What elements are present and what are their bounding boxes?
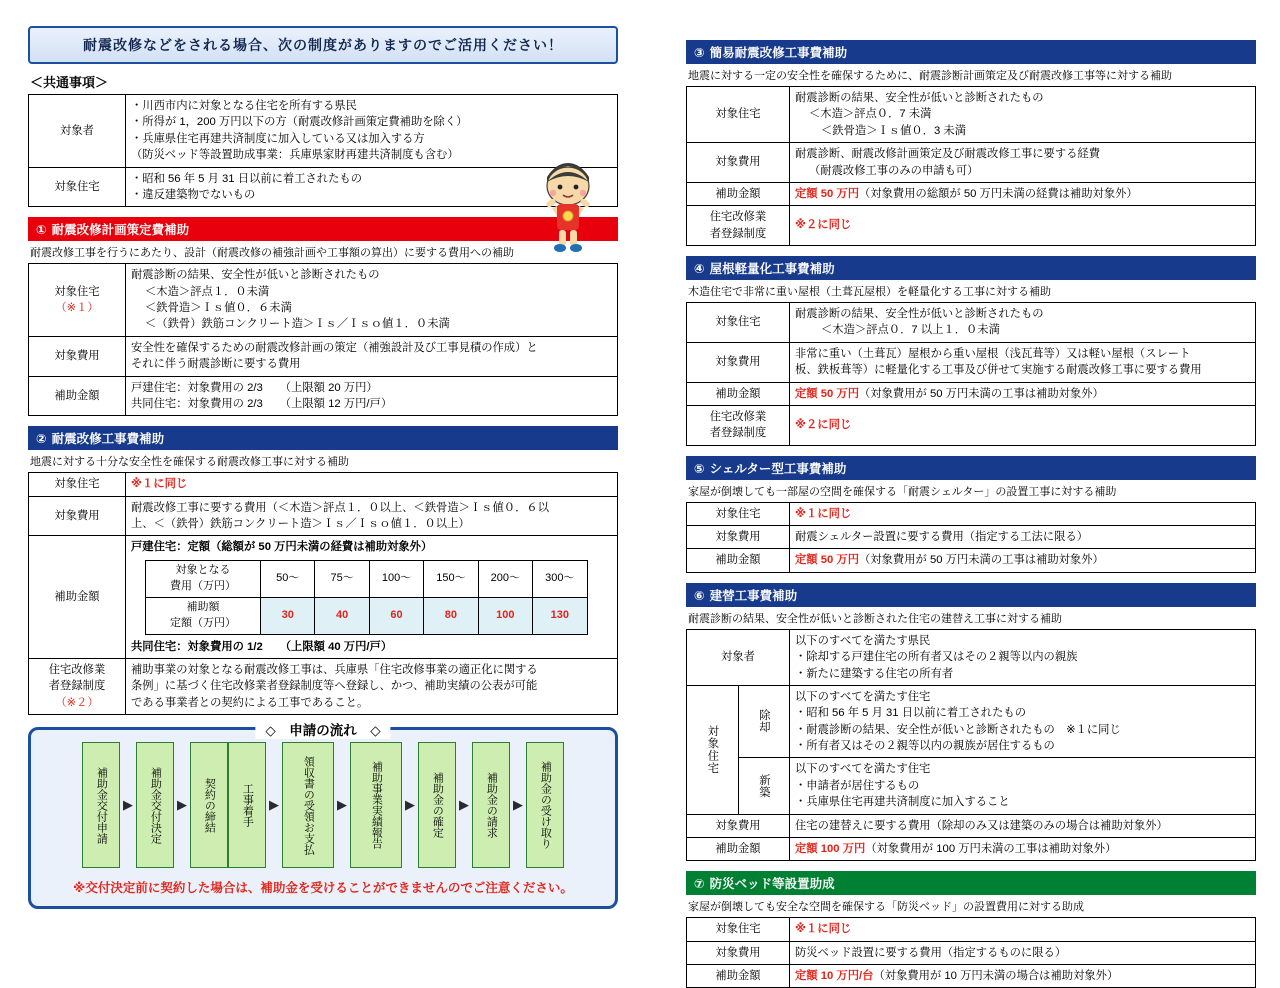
row-header: 住宅改修業 者登録制度 xyxy=(687,206,790,246)
flow-steps xyxy=(41,742,605,868)
row-header: 対象費用 xyxy=(687,342,790,382)
row-header: 対象費用 xyxy=(687,143,790,183)
table-row xyxy=(687,685,1256,758)
flow-step: 補助金の受け取り xyxy=(526,742,564,868)
section-7-description: 家屋が倒壊しても安全な空間を確保する「防災ベッド」の設置費用に対する助成 xyxy=(688,901,1084,914)
row-header: 対象住宅 （※１） xyxy=(29,264,126,337)
table-row xyxy=(29,496,618,536)
text-line: 安全性を確保するための耐震改修計画の策定（補強設計及び工事見積の作成）と xyxy=(131,341,538,354)
text-line: 補助事業の対象となる耐震改修工事は、兵庫県「住宅改修事業の適正化に関する xyxy=(131,663,538,676)
flow-step: 工事着手 xyxy=(228,742,266,868)
table-row xyxy=(687,206,1256,246)
table-row xyxy=(687,342,1256,382)
cell: 30 xyxy=(261,597,315,634)
text-line: ・兵庫県住宅再建共済制度に加入すること xyxy=(795,796,1010,809)
row-value xyxy=(790,382,1256,405)
flow-step: 領収書の受領お支払 xyxy=(282,742,334,868)
row-value: 防災ベッド設置に要する費用（指定するものに限る） xyxy=(790,941,1256,964)
table-row xyxy=(29,658,618,714)
application-flow-box xyxy=(28,723,618,909)
text-line: 非常に重い（土葺瓦）屋根から重い屋根（浅瓦葺等）又は軽い屋根（スレート xyxy=(795,347,1191,360)
text-line: ・昭和 56 年 5 月 31 日以前に着工されたもの xyxy=(795,707,1026,720)
text-line: 耐震診断の結果、安全性が低いと診断されたもの xyxy=(795,308,1044,320)
amount-value: 定額 100 万円 xyxy=(795,842,866,855)
row-value xyxy=(790,182,1256,205)
cell: 50～ xyxy=(261,560,315,597)
row-header: 補助金額 xyxy=(687,549,790,572)
section-title: 簡易耐震改修工事費補助 xyxy=(709,46,848,60)
row-value xyxy=(126,658,618,714)
row-header: 対象費用 xyxy=(29,336,126,376)
flow-step: 補助金の請求 xyxy=(472,742,510,868)
amount-note: （対象費用が 50 万円未満の工事は補助対象外） xyxy=(859,554,1104,567)
row-value xyxy=(790,685,1256,758)
row-value: ※１に同じ xyxy=(790,502,1256,525)
cell: 130 xyxy=(533,597,587,634)
right-column xyxy=(686,40,1256,988)
section-3-description: 地震に対する一定の安全性を確保するために、耐震診断計画策定及び耐震改修工事等に対する補助 xyxy=(688,70,1172,82)
flow-step: 補助金交付決定 xyxy=(136,742,174,868)
text-line: ・違反建築物でないもの xyxy=(131,188,256,201)
row-header-vertical xyxy=(687,685,739,814)
cell: 100 xyxy=(478,597,532,634)
text-line: 戸建住宅：対象費用の 2/3 （上限額 20 万円） xyxy=(131,381,378,394)
arrow-icon: ▶ xyxy=(459,797,469,812)
row-value xyxy=(126,264,618,337)
table-row xyxy=(687,87,1256,143)
cell: 300～ xyxy=(533,560,587,597)
cell: 80 xyxy=(424,597,478,634)
vertical-label: 新築 xyxy=(757,773,770,799)
row-value: 住宅の建替えに要する費用（除却のみ又は建築のみの場合は補助対象外） xyxy=(790,814,1256,837)
text-line: ＜鉄骨造＞Ｉｓ値０．６未満 xyxy=(145,302,292,314)
table-row xyxy=(29,536,618,659)
row-header: 住宅改修業 者登録制度 xyxy=(687,405,790,445)
arrow-icon: ▶ xyxy=(513,797,523,812)
arrow-icon: ▶ xyxy=(177,797,187,812)
section-2-heading xyxy=(28,426,618,450)
cell: 150～ xyxy=(424,560,478,597)
section-title: 建替工事費補助 xyxy=(709,588,798,603)
row-subheader-vertical xyxy=(738,685,790,758)
row-value xyxy=(790,837,1256,860)
row-value: 耐震シェルター設置に要する費用（指定する工法に限る） xyxy=(790,526,1256,549)
table-row xyxy=(687,814,1256,837)
section-6-table xyxy=(686,629,1256,862)
section-4-heading xyxy=(686,256,1256,280)
row-value xyxy=(126,336,618,376)
section-number: ③ xyxy=(694,46,705,60)
text-line: ＜木造＞評点０．7 以上１．０未満 xyxy=(821,324,1000,337)
row-value: ※１に同じ xyxy=(790,918,1256,941)
section-3-table xyxy=(686,86,1256,246)
row-header: 住宅改修業 者登録制度 （※２） xyxy=(29,658,126,714)
row-header: 補助金額 xyxy=(687,382,790,405)
cell: 40 xyxy=(315,597,369,634)
row-header: 対象費用 xyxy=(687,814,790,837)
row-header: 補助金額 xyxy=(29,376,126,416)
amount-note: （対象費用が 10 万円未満の場合は補助対象外） xyxy=(873,970,1119,982)
table-row xyxy=(687,502,1256,525)
text-line: ＜木造＞評点０．7 未満 xyxy=(809,108,932,121)
row-value xyxy=(126,95,618,168)
row-value xyxy=(790,549,1256,572)
vertical-label: 対象住宅 xyxy=(706,725,719,775)
section-number: ④ xyxy=(694,262,705,276)
amount-note: （対象費用が 50 万円未満の工事は補助対象外） xyxy=(859,387,1104,400)
text-line: 耐震診断の結果、安全性が低いと診断されたもの xyxy=(795,92,1044,104)
text-line xyxy=(795,722,1250,738)
text-line: 以下のすべてを満たす住宅 xyxy=(795,763,931,776)
table-row xyxy=(687,837,1256,860)
section-number: ⑦ xyxy=(694,877,705,892)
row-header: 対象となる 費用（万円） xyxy=(146,560,261,597)
section-5-table xyxy=(686,502,1256,573)
table-row xyxy=(687,143,1256,183)
row-header: 対象住宅 xyxy=(687,502,790,525)
flow-step: 補助金交付申請 xyxy=(82,742,120,868)
row-header: 対象者 xyxy=(687,629,790,685)
table-row xyxy=(687,182,1256,205)
flow-title: ◇ 申請の流れ ◇ xyxy=(255,719,390,739)
row-header: 補助金額 xyxy=(687,965,790,988)
row-value xyxy=(126,376,618,416)
row-header: 補助額 定額（万円） xyxy=(146,597,261,634)
flow-step: 契約の締結 xyxy=(190,742,228,868)
text-line: ・昭和 56 年 5 月 31 日以前に着工されたもの xyxy=(131,172,362,185)
table-row xyxy=(687,405,1256,445)
text-line: 以下のすべてを満たす県民 xyxy=(795,634,931,647)
text-line: それに伴う耐震診断に要する費用 xyxy=(131,358,301,371)
table-row xyxy=(687,303,1256,343)
text-line: ・川西市内に対象となる住宅を所有する県民 xyxy=(131,100,357,112)
section-6-description: 耐震診断の結果、安全性が低いと診断された住宅の建替え工事に対する補助 xyxy=(688,612,1062,625)
amount-note: （対象費用の総額が 50 万円未満の経費は補助対象外） xyxy=(859,187,1138,200)
flow-step: 補助金の確定 xyxy=(418,742,456,868)
text-line: ・所得が 1，200 万円以下の方（耐震改修計画策定費補助を除く） xyxy=(131,116,468,129)
section-title: 防災ベッド等設置助成 xyxy=(709,877,835,892)
text-line: 以下のすべてを満たす住宅 xyxy=(795,690,931,703)
row-header: 対象費用 xyxy=(29,496,126,536)
text-line: ・新たに建築する住宅の所有者 xyxy=(795,667,954,680)
table-row xyxy=(146,597,588,634)
text-line: ＜木造＞評点１．０未満 xyxy=(145,285,270,298)
row-header: 対象者 xyxy=(29,95,126,168)
row-header: 対象住宅 xyxy=(687,87,790,143)
flow-note: ※交付決定前に契約した場合は、補助金を受けることができませんのでご注意ください。 xyxy=(73,881,573,895)
row-value: ※２に同じ xyxy=(790,405,1256,445)
amount-value: 定額 50 万円 xyxy=(795,387,860,400)
text-line: （耐震改修工事のみの申請も可） xyxy=(809,164,979,177)
text-line: 耐震診断の結果、安全性が低いと診断されたもの xyxy=(131,269,380,282)
text-line: ＜鉄骨造＞Ｉｓ値０．3 未満 xyxy=(821,124,966,137)
table-row xyxy=(687,526,1256,549)
arrow-icon: ▶ xyxy=(337,797,347,812)
text-line: 耐震診断、耐震改修計画策定及び耐震改修工事に要する経費 xyxy=(795,148,1101,161)
text-line: ・兵庫県住宅再建共済制度に加入している又は加入する方 xyxy=(131,132,425,145)
row-value xyxy=(790,87,1256,143)
section-number: ⑤ xyxy=(694,461,705,476)
amount-value: 定額 10 万円/台 xyxy=(795,970,874,982)
section-number: ② xyxy=(36,432,47,447)
cell: 200～ xyxy=(478,560,532,597)
text-line: ・申請者が居住するもの xyxy=(795,779,920,792)
row-header: 補助金額 xyxy=(29,536,126,659)
table-row xyxy=(29,264,618,337)
section-2-table xyxy=(28,472,618,715)
text-line: （防災ベッド等設置助成事業：兵庫県家財再建共済制度も含む） xyxy=(131,149,459,162)
section-title: 耐震改修工事費補助 xyxy=(51,432,165,447)
table-row xyxy=(146,560,588,597)
cell: 60 xyxy=(369,597,423,634)
row-value xyxy=(790,342,1256,382)
text-span: ・耐震診断の結果、安全性が低いと診断されたもの ※１に同じ xyxy=(795,723,1121,736)
text-line: 条例」に基づく住宅改修業者登録制度等へ登録し、かつ、補助実績の公表が可能 xyxy=(131,680,538,693)
section-5-description: 家屋が倒壊しても一部屋の空間を確保する「耐震シェルター」の設置工事に対する補助 xyxy=(688,485,1117,498)
table-row xyxy=(687,965,1256,988)
table-row xyxy=(29,473,618,496)
text-line: 板、鉄板葺等）に軽量化する工事及び併せて実施する耐震改修工事に要する費用 xyxy=(795,364,1202,377)
section-number: ⑥ xyxy=(694,588,705,603)
amount-value: 定額 50 万円 xyxy=(795,554,860,567)
table-row xyxy=(29,95,618,168)
arrow-icon: ▶ xyxy=(269,797,279,812)
section-4-description: 木造住宅で非常に重い屋根（土葺瓦屋根）を軽量化する工事に対する補助 xyxy=(688,286,1051,298)
section-5-heading xyxy=(686,456,1256,480)
vertical-label: 除却 xyxy=(757,709,770,734)
table-row xyxy=(687,941,1256,964)
section-7-table xyxy=(686,917,1256,988)
text-line: ・除却する戸建住宅の所有者又はその２親等以内の親族 xyxy=(795,651,1078,664)
row-subheader-vertical xyxy=(738,758,790,814)
common-section-title: ＜共通事項＞ xyxy=(30,75,109,90)
section-2-description: 地震に対する十分な安全性を確保する耐震改修工事に対する補助 xyxy=(30,456,349,469)
arrow-icon: ▶ xyxy=(405,797,415,812)
row-value: ※１に同じ xyxy=(126,473,618,496)
section-7-heading xyxy=(686,871,1256,895)
row-value xyxy=(790,143,1256,183)
table-row xyxy=(687,758,1256,814)
page-banner: 耐震改修などをされる場合、次の制度がありますのでご活用ください！ xyxy=(28,26,618,64)
section-title: 耐震改修計画策定費補助 xyxy=(51,223,190,238)
row-header: 対象費用 xyxy=(687,941,790,964)
row-header: 補助金額 xyxy=(687,182,790,205)
row-value: ※２に同じ xyxy=(790,206,1256,246)
row-value xyxy=(126,496,618,536)
row-value xyxy=(790,629,1256,685)
arrow-icon: ▶ xyxy=(123,797,133,812)
row-value xyxy=(126,536,618,659)
text-line: 戸建住宅：定額（総額が 50 万円未満の経費は補助対象外） xyxy=(131,541,433,554)
row-value xyxy=(790,758,1256,814)
row-header: 対象住宅 xyxy=(29,167,126,207)
row-header: 補助金額 xyxy=(687,837,790,860)
text-line: ＜（鉄骨）鉄筋コンクリート造＞Ｉｓ／Ｉｓｏ値１．０未満 xyxy=(145,318,450,331)
text-line: 上、＜（鉄骨）鉄筋コンクリート造＞Ｉｓ／Ｉｓｏ値１．０以上） xyxy=(131,518,470,530)
section-title: 屋根軽量化工事費補助 xyxy=(709,262,835,276)
section-1-description: 耐震改修工事を行うにあたり、設計（耐震改修の補強計画や工事額の算出）に要する費用への補助 xyxy=(30,247,514,260)
row-header: 対象費用 xyxy=(687,526,790,549)
cell: 100～ xyxy=(369,560,423,597)
row-value xyxy=(790,965,1256,988)
row-header: 対象住宅 xyxy=(687,303,790,343)
table-row xyxy=(687,918,1256,941)
table-row xyxy=(687,629,1256,685)
row-header: 対象住宅 xyxy=(29,473,126,496)
section-number: ① xyxy=(36,223,47,238)
table-row xyxy=(687,549,1256,572)
left-column xyxy=(28,26,618,909)
table-row xyxy=(29,376,618,416)
text-line: である事業者との契約による工事であること。 xyxy=(131,696,369,709)
row-header: 対象住宅 xyxy=(687,918,790,941)
section-1-table xyxy=(28,263,618,416)
section-3-heading xyxy=(686,40,1256,64)
text-line: ・所有者又はその２親等以内の親族が居住するもの xyxy=(795,740,1055,752)
table-row xyxy=(29,336,618,376)
text-line: 共同住宅：対象費用の 2/3 （上限額 12 万円/戸） xyxy=(131,397,393,410)
section-title: シェルター型工事費補助 xyxy=(709,461,847,476)
flow-step: 補助事業実績報告 xyxy=(350,742,402,868)
text-line: 耐震改修工事に要する費用（＜木造＞評点１．０以上、＜鉄骨造＞Ｉｓ値０．６以 xyxy=(131,501,549,514)
amount-note: （対象費用が 100 万円未満の工事は補助対象外） xyxy=(865,842,1117,855)
subsidy-amount-table xyxy=(145,560,588,635)
text-line: 共同住宅：対象費用の 1/2 （上限額 40 万円/戸） xyxy=(131,640,393,653)
section-4-table xyxy=(686,302,1256,446)
row-value xyxy=(790,303,1256,343)
table-row xyxy=(687,382,1256,405)
cell: 75～ xyxy=(315,560,369,597)
amount-value: 定額 50 万円 xyxy=(795,187,860,200)
section-6-heading xyxy=(686,583,1256,607)
mascot-illustration xyxy=(528,160,608,256)
